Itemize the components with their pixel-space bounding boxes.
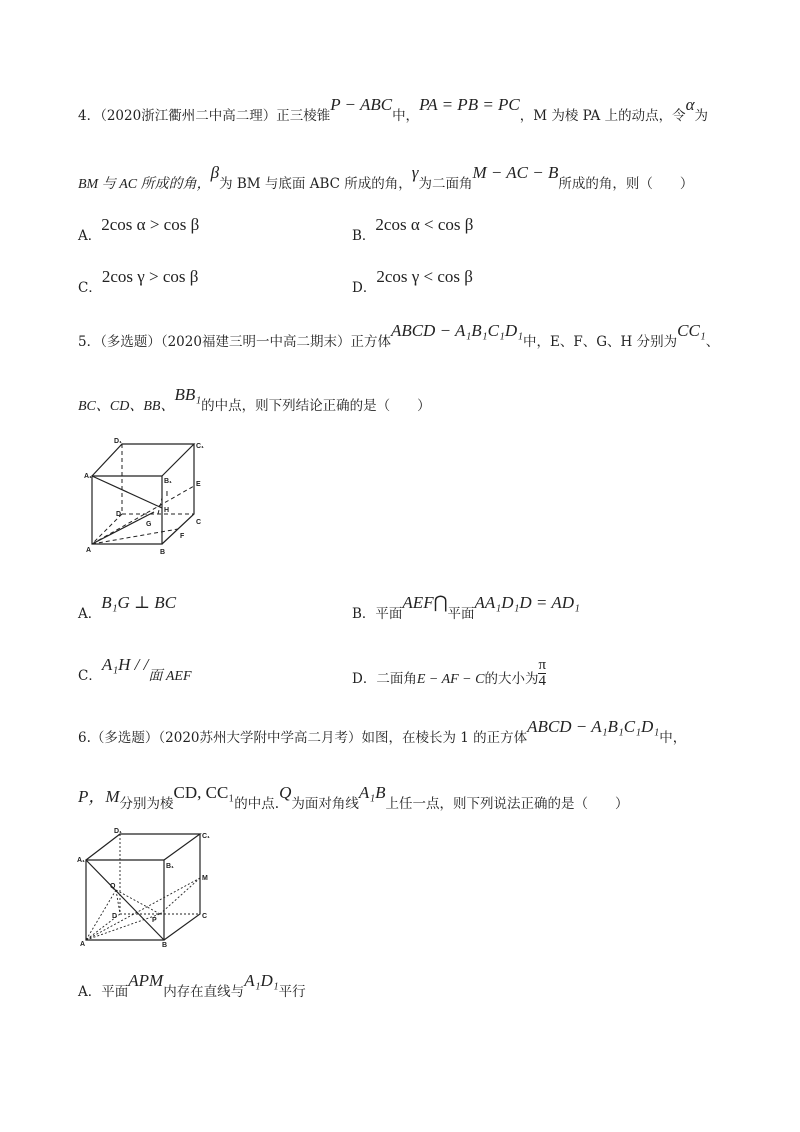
label-f: F	[180, 533, 185, 540]
option-math: B₁G ⊥ BC	[101, 593, 177, 612]
option-label: C．	[78, 280, 102, 296]
q4-text-m: ，M 为棱 PA 上的动点，令	[519, 108, 686, 124]
q4-line1	[78, 95, 709, 125]
q5-text: 中，E、F、G、H 分别为	[523, 334, 678, 350]
q5-option-b	[352, 593, 580, 623]
q4-text-wei: 为	[694, 108, 709, 124]
label-b1: B₁	[164, 478, 172, 485]
fraction-pi-over-4	[538, 658, 546, 689]
q6-cube-figure	[76, 826, 216, 952]
option-label: B．	[352, 228, 376, 244]
q4-math-equal: PA = PB = PC	[419, 95, 520, 114]
q6-text: 中，	[659, 730, 687, 746]
q4-beta: β	[210, 163, 220, 182]
q6-text-2: 的中点.	[234, 796, 280, 812]
option-label: D．	[352, 280, 377, 296]
label-e: E	[196, 481, 201, 488]
option-label: D．二面角	[352, 671, 417, 687]
option-math: A₁D₁	[244, 971, 279, 990]
q6-source: （多选题）（2020苏州大学附中学高二月考）如图，在棱长为 1 的正方体	[90, 730, 528, 746]
q6-line2	[78, 783, 629, 813]
q5-option-c	[78, 655, 192, 685]
frac-den: 4	[538, 673, 546, 689]
q6-q: Q	[279, 783, 292, 802]
label-a1: A₁	[84, 473, 92, 480]
option-math: AA₁D₁D = AD₁	[474, 593, 580, 612]
option-math: A₁H / /	[101, 655, 149, 674]
label-b1: B₁	[166, 863, 174, 870]
label-d1: D₁	[114, 828, 122, 835]
label-a: A	[86, 547, 92, 554]
q6-text-4: 上任一点，则下列说法正确的是（ ）	[385, 796, 629, 812]
option-text: 平行	[278, 984, 306, 1000]
q6-math-cd: CD, CC₁	[173, 783, 235, 802]
label-c: C	[196, 519, 202, 526]
option-label: A．	[78, 606, 102, 622]
q6-number: 6.	[78, 730, 91, 746]
label-h: H	[164, 507, 170, 514]
option-text: 面 AEF	[148, 669, 192, 684]
q4-bm-ac: BM 与 AC 所成的角，	[78, 177, 211, 192]
q5-source: （多选题）（2020福建三明一中高二期末）正方体	[100, 334, 391, 350]
label-c1: C₁	[202, 833, 210, 840]
q6-math-cube: ABCD − A₁B₁C₁D₁	[527, 717, 660, 736]
option-math: E − AF − C	[416, 672, 485, 687]
q6-option-a	[78, 971, 306, 1001]
q6-math-a1b: A₁B	[358, 783, 386, 802]
q5-edges: BC、CD、BB、	[78, 399, 175, 414]
label-i: I	[166, 491, 168, 498]
q5-math-cc1: CC₁	[677, 321, 706, 340]
q5-text-end: 的中点，则下列结论正确的是（ ）	[201, 398, 431, 414]
q4-option-a	[78, 215, 200, 245]
q4-text-c: 为二面角	[418, 176, 473, 192]
label-b: B	[160, 549, 166, 556]
q4-text: 中，	[392, 108, 420, 124]
label-g: G	[146, 521, 152, 528]
q6-pm: P，M	[78, 787, 120, 806]
label-c: C	[202, 913, 208, 920]
q4-source: （2020浙江衢州二中高二理）正三棱锥	[100, 108, 331, 124]
q5-option-a	[78, 593, 177, 623]
label-d: D	[112, 913, 118, 920]
option-math: AEF	[402, 593, 434, 612]
frac-num: π	[538, 657, 547, 673]
label-d: D	[116, 511, 122, 518]
label-c1: C₁	[196, 443, 204, 450]
option-math: 2cos α < cos β	[375, 215, 474, 234]
option-label: C．	[78, 668, 102, 684]
option-math: APM	[128, 971, 164, 990]
option-label: A．平面	[78, 984, 129, 1000]
label-a1: A₁	[77, 857, 85, 864]
q5-math-cube: ABCD − A₁B₁C₁D₁	[390, 321, 524, 340]
q5-cube-figure	[82, 436, 212, 560]
q5-number: 5．	[78, 334, 101, 350]
q4-math-macb: M − AC − B	[472, 163, 559, 182]
label-d1: D₁	[114, 438, 122, 445]
q4-option-d	[352, 267, 473, 297]
option-math: 2cos γ > cos β	[101, 267, 199, 286]
q4-math-pabc: P − ABC	[330, 95, 393, 114]
q6-text-1: 分别为棱	[119, 796, 174, 812]
q5-option-d	[352, 657, 547, 695]
q6-line1	[78, 717, 687, 747]
option-math: 2cos α > cos β	[101, 215, 200, 234]
q5-line1	[78, 321, 720, 351]
option-text: 内存在直线与	[163, 984, 245, 1000]
label-a: A	[80, 941, 86, 948]
option-math: 2cos γ < cos β	[376, 267, 473, 286]
option-text: 的大小为	[484, 671, 539, 687]
q5-line2	[78, 385, 431, 415]
q6-text-3: 为面对角线	[291, 796, 359, 812]
label-b: B	[162, 942, 168, 948]
q4-text-d: 所成的角，则（ ）	[558, 176, 694, 192]
q4-alpha: α	[685, 95, 695, 114]
label-q: Q	[110, 883, 116, 890]
q4-option-c	[78, 267, 199, 297]
option-text: 平面	[447, 606, 475, 622]
label-p: P	[152, 917, 157, 924]
q4-line2	[78, 163, 694, 193]
option-label: B．平面	[352, 606, 403, 622]
q4-number: 4．	[78, 108, 101, 124]
q5-math-bb1: BB₁	[174, 385, 202, 404]
q4-option-b	[352, 215, 474, 245]
q4-gamma: γ	[411, 163, 419, 182]
q5-comma: 、	[705, 334, 720, 350]
label-m: M	[202, 875, 208, 882]
option-cap: ⋂	[433, 593, 448, 612]
q4-text-b: 为 BM 与底面 ABC 所成的角，	[219, 176, 412, 192]
option-label: A．	[78, 228, 102, 244]
